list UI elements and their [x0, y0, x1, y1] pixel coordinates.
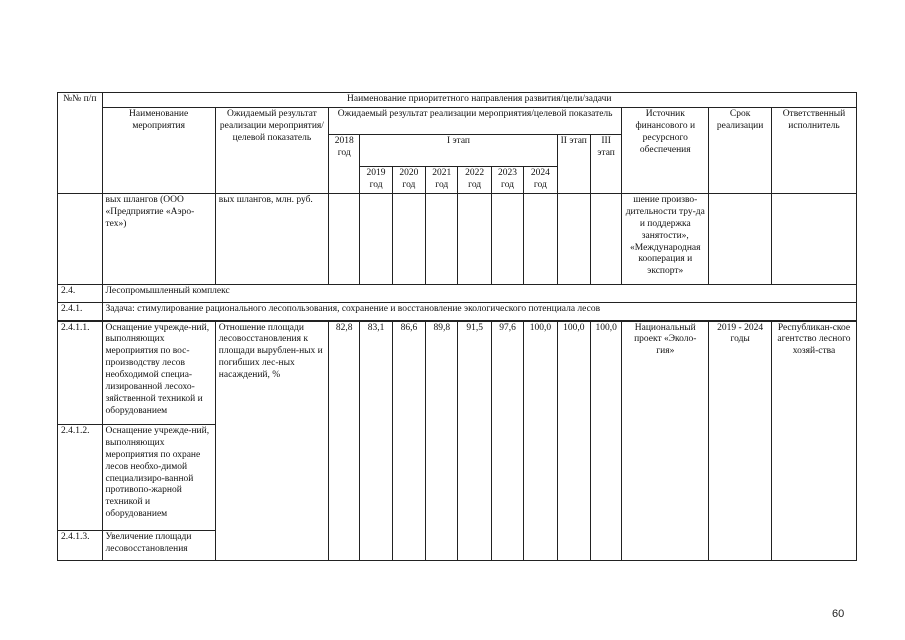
row-result: Отношение площади лесовосстановления к площади вырублен-ных и погибших лес-ных насаждений, % — [215, 321, 328, 561]
plan-table — [57, 92, 857, 561]
row-term: 2019 - 2024 годы — [709, 321, 772, 561]
row-num: 2.4.1.1. — [58, 321, 103, 425]
value-2019: 83,1 — [360, 321, 392, 561]
value-2018: 82,8 — [329, 321, 360, 561]
header-priority-title: Наименование приоритетного направления развития/цели/задачи — [102, 93, 857, 108]
value-2020: 86,6 — [392, 321, 425, 561]
header-year: 2023 год — [491, 167, 523, 194]
row-event-name: Увеличение площади лесовосстановления — [102, 531, 215, 561]
header-year: 2021 год — [426, 167, 458, 194]
value-2024: 100,0 — [524, 321, 557, 561]
header-stage-3 — [590, 135, 621, 194]
stage-3-label: III этап — [597, 136, 615, 158]
value-2021: 89,8 — [426, 321, 458, 561]
header-year-2018: 2018 год — [329, 135, 360, 194]
cont-num — [58, 194, 103, 285]
page-number: 60 — [832, 608, 845, 620]
stage-2-label: II этап — [560, 136, 587, 146]
header-stage-2 — [557, 135, 590, 194]
header-expected-values: Ожидаемый результат реализации мероприятия/целевой показатель — [329, 108, 622, 135]
header-event-name: Наименование мероприятия — [102, 108, 215, 194]
value-2030: 100,0 — [557, 321, 590, 561]
header-year: 2020 год — [392, 167, 425, 194]
row-num: 2.4.1.2. — [58, 425, 103, 531]
section-2-4-1-num: 2.4.1. — [58, 303, 103, 321]
section-2-4-title: Лесопромышленный комплекс — [102, 285, 857, 303]
header-year: 2019 год — [360, 167, 392, 194]
section-2-4-1-title: Задача: стимулирование рационального лесопользования, сохранение и восстановление экологического потенциала лесов — [102, 303, 857, 321]
row-responsible: Республикан-ское агентство лесного хозяй-ства — [771, 321, 856, 561]
cont-name: вых шлангов (ООО «Предприятие «Аэро-тех») — [102, 194, 215, 285]
cont-result: вых шлангов, млн. руб. — [215, 194, 328, 285]
header-year: 2022 год — [458, 167, 491, 194]
header-source: Источник финансового и ресурсного обеспечения — [622, 108, 709, 194]
header-term: Срок реализации — [709, 108, 772, 194]
header-num: №№ п/п — [58, 93, 103, 194]
value-2023: 97,6 — [491, 321, 523, 561]
header-expected-result: Ожидаемый результат реализации мероприятия/целевой показатель — [215, 108, 328, 194]
header-responsible: Ответственный исполнитель — [771, 108, 856, 194]
row-num: 2.4.1.3. — [58, 531, 103, 561]
value-2022: 91,5 — [458, 321, 491, 561]
value-2035: 100,0 — [590, 321, 621, 561]
cont-source: шение произво-дительности тру-да и поддержка занятости», «Международная кооперация и экспорт» — [622, 194, 709, 285]
row-event-name: Оснащение учрежде-ний, выполняющих мероприятия по вос-производству лесов необходимой специа-лизированной лесохо-зяйственной техникой и оборудованием — [102, 321, 215, 425]
row-event-name: Оснащение учрежде-ний, выполняющих мероприятия по охране лесов необхо-димой специализиро-ванной противопо-жарной техникой и оборудованием — [102, 425, 215, 531]
header-stage-1: I этап — [360, 135, 557, 167]
header-year: 2024 год — [524, 167, 557, 194]
row-source: Национальный проект «Эколо-гия» — [622, 321, 709, 561]
section-2-4-num: 2.4. — [58, 285, 103, 303]
